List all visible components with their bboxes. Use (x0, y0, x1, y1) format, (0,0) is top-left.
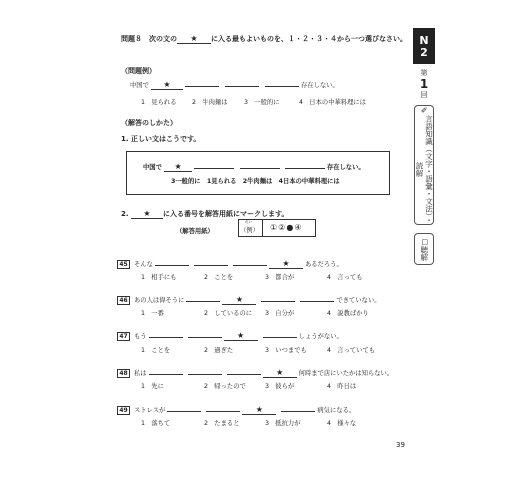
option: 1 相手にも (141, 274, 177, 281)
question-end: 病気になる。 (317, 407, 356, 414)
round-bottom: 回 (420, 91, 428, 99)
option: 3 自分が (265, 310, 295, 317)
blank (206, 404, 240, 412)
answer-sheet-label: （解答用紙） (176, 228, 214, 235)
star-blank: ★ (177, 35, 211, 44)
instruction-suffix: に入る最もよいものを、１・２・３・４から一つ選びなさい。 (211, 35, 407, 43)
answer-method-label: （解答のしかた） (121, 119, 177, 127)
example-label: （問題例） (121, 67, 156, 75)
question-48-options (141, 381, 401, 391)
option: 4 様々な (327, 420, 357, 427)
blank (188, 367, 222, 375)
question-48 (117, 367, 393, 378)
option: 3 いつまでも (265, 347, 307, 354)
level-label: N2 (417, 34, 431, 58)
page-number: 39 (396, 441, 405, 449)
instruction-line (121, 34, 407, 44)
sheet-example-ruby: れい (245, 220, 252, 224)
box-answer: 3一般的に 1見られる 2牛肉麺は 4日本の中華料理には (171, 178, 340, 185)
step2-line (121, 209, 288, 219)
blank (149, 330, 183, 338)
question-45 (117, 258, 343, 269)
step1-text: 1. 正しい文はこうです。 (121, 135, 201, 143)
pencil-icon: ✐ (419, 106, 429, 115)
question-start: あの人は偉そうに (134, 297, 185, 304)
blank (149, 367, 183, 375)
instruction-prefix: 問題８ 次の文の (121, 35, 177, 43)
level-tab (413, 28, 435, 64)
blank (194, 258, 228, 266)
question-end: できていない。 (336, 297, 381, 304)
blank (233, 258, 267, 266)
round-number: 1 (419, 77, 429, 91)
option: 1 一番 (141, 310, 164, 317)
box-end: 存在しない。 (326, 164, 365, 171)
question-46 (117, 294, 381, 305)
box-sentence (143, 161, 365, 172)
question-start: ストレスが (134, 407, 166, 414)
question-end: 何時まで店にいたかは知らない。 (298, 370, 394, 377)
star-blank: ★ (222, 296, 256, 305)
option: 2 牛肉麺は (192, 99, 228, 106)
star-blank: ★ (151, 81, 183, 90)
sheet-example: （例） (240, 227, 259, 234)
question-47 (117, 330, 343, 341)
example-sentence (130, 79, 390, 90)
question-45-options (141, 272, 401, 282)
star-blank: ★ (164, 163, 192, 172)
blank (281, 404, 315, 412)
blank (225, 79, 259, 87)
question-46-options (141, 308, 401, 318)
blank (265, 79, 299, 87)
star-blank: ★ (224, 332, 258, 341)
option: 1 先に (141, 383, 164, 390)
round-indicator (413, 68, 435, 101)
question-number: 45 (117, 260, 130, 269)
question-49 (117, 404, 355, 415)
option: 2 たまると (204, 420, 240, 427)
star-blank: ★ (269, 260, 303, 269)
question-start: そんな (134, 261, 153, 268)
option: 2 しているのに (204, 310, 253, 317)
option: 4 言っても (327, 274, 363, 281)
sheet-marks: ①②●④ (270, 223, 303, 232)
blank (261, 294, 295, 302)
blank (263, 330, 297, 338)
question-49-options (141, 418, 401, 428)
sheet-example-cell (239, 220, 263, 236)
question-number: 48 (117, 369, 130, 378)
star-blank: ★ (131, 210, 163, 219)
step2-suffix: に入る番号を解答用紙にマークします。 (162, 210, 289, 218)
blank (155, 258, 189, 266)
blank (194, 161, 234, 169)
option: 4 言っていても (327, 347, 376, 354)
example-options (141, 97, 401, 107)
blank (240, 161, 280, 169)
option: 1 ことを (141, 347, 171, 354)
option: 3 都合が (265, 274, 295, 281)
option: 3 抵抗力が (265, 420, 301, 427)
section-tab-label: 言語知識（文字・語彙・文法）・読解 (415, 115, 434, 224)
step2-prefix: 2. (121, 210, 129, 218)
question-end: しょうがない。 (298, 333, 343, 340)
question-number: 49 (117, 406, 130, 415)
blank (227, 367, 261, 375)
round-top: 第 (420, 69, 428, 77)
option: 2 過ぎた (204, 347, 234, 354)
blank (185, 79, 219, 87)
option: 4 説教ばかり (327, 310, 369, 317)
option: 3 彼らが (265, 383, 295, 390)
section-tab-listening (414, 233, 434, 265)
blank (300, 294, 334, 302)
example-start: 中国で (130, 82, 149, 89)
question-end: あるだろう。 (304, 261, 343, 268)
question-number: 47 (117, 332, 130, 341)
correct-sentence-box (126, 151, 390, 195)
blank (188, 330, 222, 338)
star-blank: ★ (263, 369, 297, 378)
answer-sheet-sample (238, 219, 316, 237)
question-47-options (141, 345, 401, 355)
blank (285, 161, 325, 169)
box-icon: □ (420, 237, 429, 246)
option: 2 ことを (204, 274, 234, 281)
option: 3 一般的に (244, 99, 280, 106)
option: 2 帰ったので (204, 383, 246, 390)
blank (167, 404, 201, 412)
question-start: もう (134, 333, 147, 340)
blank (186, 294, 220, 302)
star-blank: ★ (242, 406, 276, 415)
option: 4 日本の中華料理には (299, 99, 366, 106)
question-number: 46 (117, 296, 130, 305)
section-tab-language (414, 105, 434, 225)
option: 4 昨日は (327, 383, 357, 390)
example-end: 存在しない。 (300, 82, 339, 89)
question-start: 私は (134, 370, 147, 377)
section-tab-label: 聴解 (419, 245, 429, 261)
box-start: 中国で (143, 164, 162, 171)
option: 1 見られる (141, 99, 177, 106)
option: 1 落ちて (141, 420, 171, 427)
